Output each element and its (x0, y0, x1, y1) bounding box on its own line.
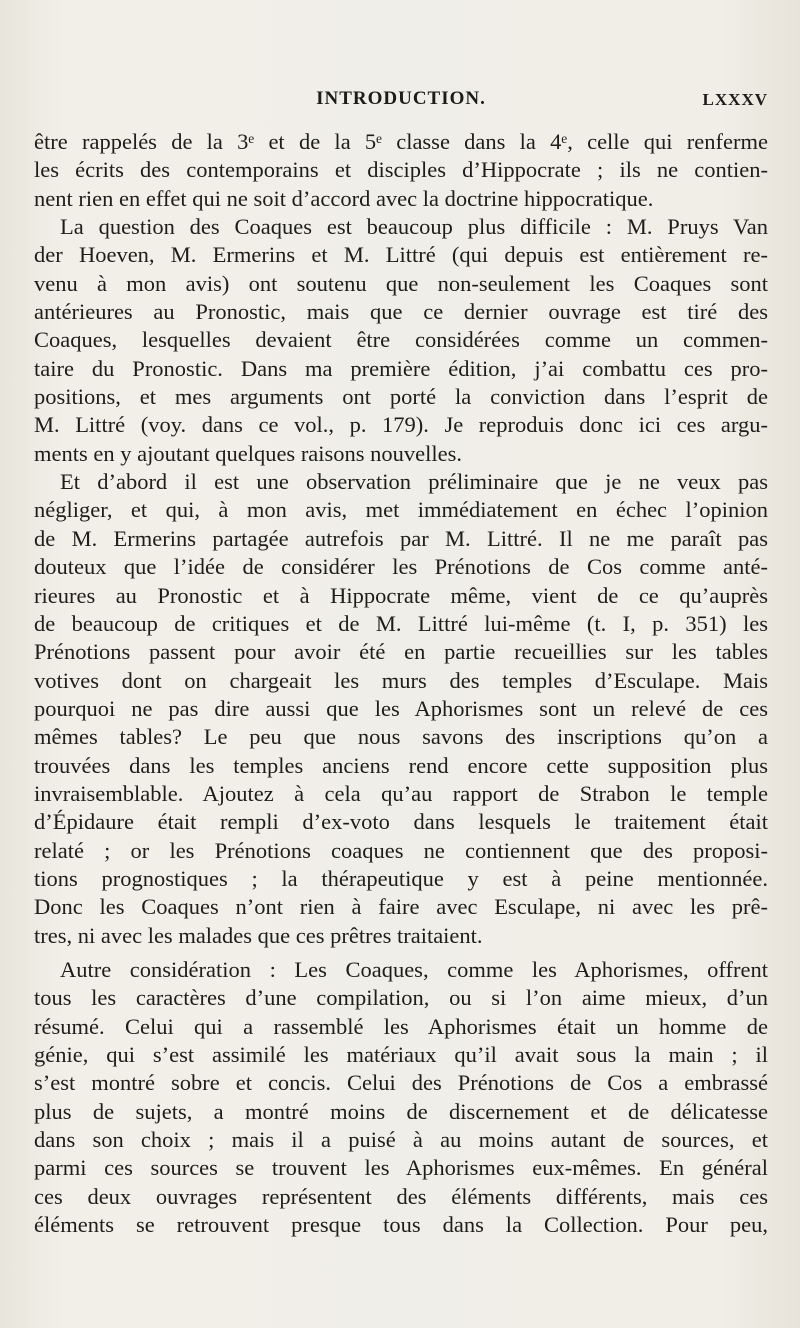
text-line: venu à mon avis) ont soutenu que non-seulement les Coaques sont (34, 270, 768, 296)
text-line: ces deux ouvrages représentent des éléments différents, mais ces (34, 1183, 768, 1209)
text-line: Prénotions passent pour avoir été en partie recueillies sur les tables (34, 639, 768, 665)
text-line: nent rien en effet qui ne soit d’accord avec la doctrine hippocratique. (34, 185, 654, 211)
text-line: der Hoeven, M. Ermerins et M. Littré (qui depuis est entièrement re- (34, 242, 768, 268)
text-line: négliger, et qui, à mon avis, met immédiatement en échec l’opinion (34, 497, 768, 523)
text-line: être rappelés de la 3ᵉ et de la 5ᵉ classe dans la 4ᵉ, celle qui renferme (34, 129, 768, 154)
text-line: Et d’abord il est une observation préliminaire que je ne veux pas (60, 469, 768, 495)
page-number: LXXXV (702, 90, 768, 109)
text-line: génie, qui s’est assimilé les matériaux qu’il avait sous la main ; il (34, 1042, 768, 1067)
text-line: Coaques, lesquelles devaient être considérées comme un commen- (34, 327, 768, 353)
text-line: Donc les Coaques n’ont rien à faire avec Esculape, ni avec les prê- (34, 894, 768, 920)
body-text (34, 128, 768, 1239)
text-line: invraisemblable. Ajoutez à cela qu’au rapport de Strabon le temple (34, 780, 768, 806)
text-line: résumé. Celui qui a rassemblé les Aphorismes était un homme de (34, 1013, 768, 1039)
text-line: douteux que l’idée de considérer les Prénotions de Cos comme anté- (34, 554, 768, 580)
running-title: INTRODUCTION. (316, 88, 486, 109)
text-line: plus de sujets, a montré moins de discernement et de délicatesse (34, 1098, 768, 1124)
text-line: positions, et mes arguments ont porté la conviction dans l’esprit de (34, 384, 768, 410)
text-line: taire du Pronostic. Dans ma première édition, j’ai combattu ces pro- (34, 355, 768, 381)
text-line: tous les caractères d’une compilation, ou si l’on aime mieux, d’un (34, 985, 768, 1011)
text-line: de M. Ermerins partagée autrefois par M. Littré. Il ne me paraît pas (34, 525, 768, 551)
text-line: d’Épidaure était rempli d’ex-voto dans lesquels le traitement était (34, 809, 768, 835)
text-line: relaté ; or les Prénotions coaques ne contiennent que des proposi- (34, 837, 768, 863)
text-line: trouvées dans les temples anciens rend encore cette supposition plus (34, 752, 768, 778)
text-line: antérieures au Pronostic, mais que ce dernier ouvrage est tiré des (34, 299, 768, 325)
text-line: parmi ces sources se trouvent les Aphorismes eux-mêmes. En général (34, 1155, 768, 1181)
text-line: pourquoi ne pas dire aussi que les Aphorismes sont un relevé de ces (34, 695, 768, 721)
text-line: Autre considération : Les Coaques, comme les Aphorismes, offrent (60, 956, 768, 982)
text-line: éléments se retrouvent presque tous dans la Collection. Pour peu, (34, 1212, 768, 1238)
text-line: tres, ni avec les malades que ces prêtres traitaient. (34, 922, 483, 948)
text-line: M. Littré (voy. dans ce vol., p. 179). Je reproduis donc ici ces argu- (34, 412, 768, 438)
text-line: ments en y ajoutant quelques raisons nouvelles. (34, 440, 463, 466)
text-line: La question des Coaques est beaucoup plus difficile : M. Pruys Van (60, 214, 768, 240)
page-header (34, 88, 768, 118)
text-line: votives dont on chargeait les murs des temples d’Esculape. Mais (34, 667, 768, 693)
text-line: de beaucoup de critiques et de M. Littré lui-même (t. I, p. 351) les (34, 610, 768, 636)
text-line: mêmes tables? Le peu que nous savons des inscriptions qu’on a (34, 724, 768, 750)
text-line: dans son choix ; mais il a puisé à au moins autant de sources, et (34, 1127, 768, 1153)
text-line: tions prognostiques ; la thérapeutique y est à peine mentionnée. (34, 865, 768, 891)
text-line: rieures au Pronostic et à Hippocrate même, vient de ce qu’auprès (34, 582, 768, 608)
text-line: s’est montré sobre et concis. Celui des Prénotions de Cos a embrassé (34, 1070, 768, 1096)
text-line: les écrits des contemporains et disciples d’Hippocrate ; ils ne contien- (34, 157, 768, 183)
